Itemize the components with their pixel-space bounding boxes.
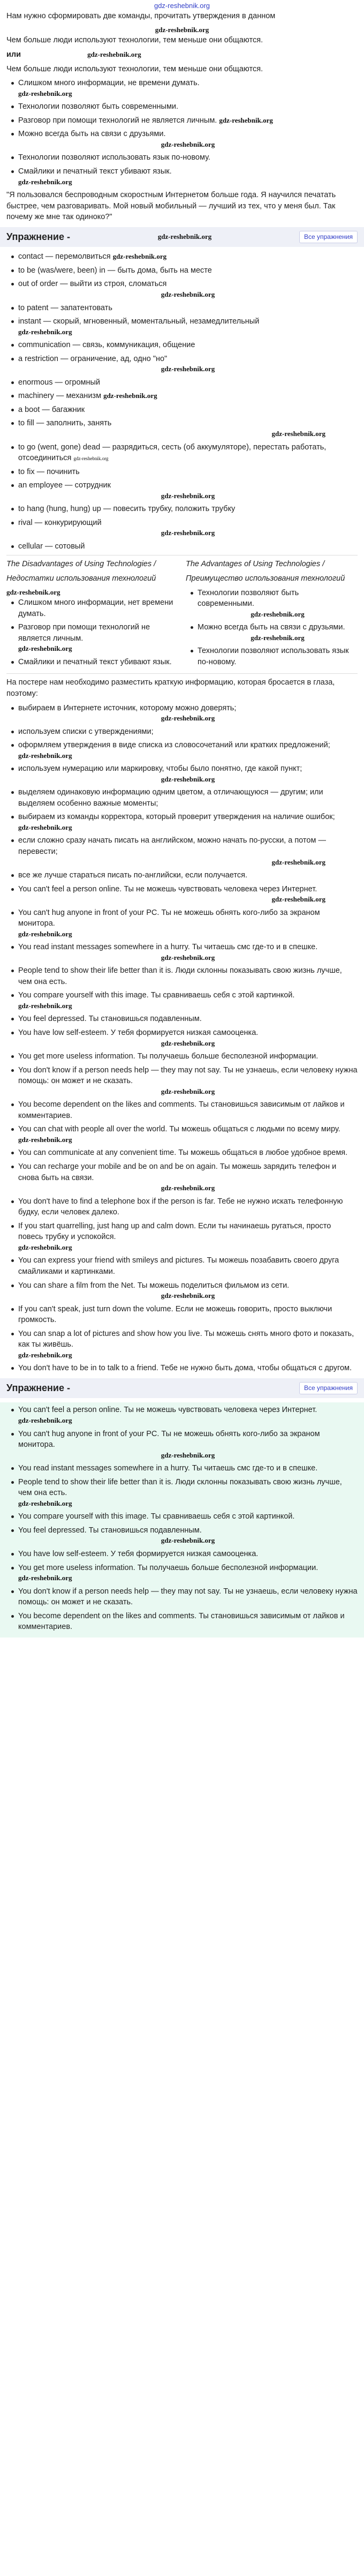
list-item: You don't know if a person needs help — they may not say. Ты не узнаешь, если человеку нужна помощь: он может и не сказать. xyxy=(18,1586,358,1608)
column-subtitle: Преимущество использования технологий xyxy=(186,574,345,583)
list-item: используем нумерацию или маркировку, чтобы было понятно, где какой пункт; gdz-reshebnik.org xyxy=(18,763,358,784)
list-item: an employee — сотрудник gdz-reshebnik.org xyxy=(18,480,358,501)
advantages-column xyxy=(186,559,358,670)
list-item: You can communicate at any convenient time. Ты можешь общаться в любое удобное время. xyxy=(18,1147,358,1159)
list-item: You become dependent on the likes and comments. Ты становишься зависимым от лайков и комментариев. xyxy=(18,1611,358,1633)
divider xyxy=(6,673,358,674)
list-item: You can share a film from the Net. Ты можешь поделиться фильмом из сети. gdz-reshebnik.org xyxy=(18,1280,358,1301)
column-subtitle: Недостатки использования технологий xyxy=(6,574,156,583)
list-item: You can chat with people all over the world. Ты можешь общаться с людьми по всему миру. gdz-reshebnik.org xyxy=(18,1124,358,1145)
middle-intro: На постере нам необходимо разместить краткую информацию, которая бросается в глаза, поэтому: xyxy=(6,678,335,698)
exercise-title: Упражнение - xyxy=(6,231,70,242)
list-item: You have low self-esteem. У тебя формируется низкая самооценка. xyxy=(18,1549,358,1560)
watermark: gdz-reshebnik.org xyxy=(155,26,209,34)
list-item: Можно всегда быть на связи с друзьями. gdz-reshebnik.org xyxy=(198,622,358,643)
list-item: enormous — огромный xyxy=(18,377,358,388)
list-item: все же лучше стараться писать по-английски, если получается. xyxy=(18,870,358,881)
bullets-2 xyxy=(6,703,358,881)
list-item: Технологии позволяют быть современными. xyxy=(18,101,358,112)
quote: "Я пользовался беспроводным скоростным Интернетом больше года. Я научился печатать быстрее, чем разговаривать. Мой новый мобильный — лучший из тех, что у меня был. Так почему же мне так одиноко?" xyxy=(6,191,336,222)
list-item: You don't know if a person needs help — they may not say. Ты не узнаешь, если человеку нужна помощь: он может и не сказать. gdz-reshebnik.org xyxy=(18,1065,358,1097)
column-title: The Advantages of Using Technologies / xyxy=(186,560,325,569)
list-item: You read instant messages somewhere in a hurry. Ты читаешь смс где-то и в спешке. xyxy=(18,1463,358,1474)
list-item: Слишком много информации, не времени думать. gdz-reshebnik.org xyxy=(18,78,358,99)
vocab-list xyxy=(6,251,358,552)
list-item: a restriction — ограничение, ад, одно "но" gdz-reshebnik.org xyxy=(18,354,358,374)
list-item: People tend to show their life better than it is. Люди склонны показывать свою жизнь лучше, чем она есть. xyxy=(18,965,358,987)
list-item: You feel depressed. Ты становишься подавленным. gdz-reshebnik.org xyxy=(18,1525,358,1546)
list-item: выделяем одинаковую информацию одним цветом, а отличающуюся — другим; или выделяем особенно важные моменты; xyxy=(18,787,358,809)
watermark: gdz-reshebnik.org xyxy=(6,588,60,596)
list-item: Технологии позволяют использовать язык по-новому. xyxy=(198,645,358,667)
list-item: to hang (hung, hung) up — повесить трубку, положить трубку xyxy=(18,504,358,515)
list-item: You get more useless information. Ты получаешь больше бесполезной информации. xyxy=(18,1051,358,1062)
list-item: You become dependent on the likes and comments. Ты становишься зависимым от лайков и комментариев. xyxy=(18,1099,358,1121)
list-item: Разговор при помощи технологий не является личным. gdz-reshebnik.org xyxy=(18,115,358,126)
list-item: to patent — запатентовать xyxy=(18,303,358,314)
list-item: You can snap a lot of pictures and show how you live. Ты можешь снять много фото и показать, как ты живёшь. gdz-reshebnik.org xyxy=(18,1328,358,1361)
list-item: You can't feel a person online. Ты не можешь чувствовать человека через Интернет. gdz-reshebnik.org xyxy=(18,1405,358,1425)
list-item: Технологии позволяют использовать язык по-новому. xyxy=(18,152,358,163)
exercise-answer xyxy=(0,1402,364,1637)
all-exercises-button[interactable]: Все упражнения xyxy=(299,1382,358,1394)
list-item: Можно всегда быть на связи с друзьями. gdz-reshebnik.org xyxy=(18,129,358,149)
exercise-title: Упражнение - xyxy=(6,1382,70,1393)
list-item: You compare yourself with this image. Ты сравниваешь себя с этой картинкой. gdz-reshebnik.org xyxy=(18,990,358,1011)
list-item: machinery — механизм gdz-reshebnik.org xyxy=(18,390,358,402)
list-item: You compare yourself with this image. Ты сравниваешь себя с этой картинкой. xyxy=(18,1511,358,1522)
intro-line: Нам нужно сформировать две команды, прочитать утверждения в данном xyxy=(6,12,276,21)
list-item: You don't have to be in to talk to a friend. Тебе не нужно быть дома, чтобы общаться с другом. xyxy=(18,1363,358,1374)
list-item: Смайлики и печатный текст убивают язык. gdz-reshebnik.org xyxy=(18,166,358,187)
list-item: Разговор при помощи технологий не является личным. gdz-reshebnik.org xyxy=(18,622,178,654)
list-item: You can express your friend with smileys and pictures. Ты можешь позабавить своего друга смайликами и картинками. xyxy=(18,1255,358,1277)
list-item: You get more useless information. Ты получаешь больше бесполезной информации. gdz-reshebnik.org xyxy=(18,1563,358,1583)
list-item: You can't hug anyone in front of your PC. Ты не можешь обнять кого-либо за экраном монитора. gdz-reshebnik.org xyxy=(18,1429,358,1461)
list-item: Смайлики и печатный текст убивают язык. xyxy=(18,657,178,668)
list-item: You can't hug anyone in front of your PC. Ты не можешь обнять кого-либо за экраном монитора. gdz-reshebnik.org xyxy=(18,907,358,940)
site-title[interactable]: gdz-reshebnik.org xyxy=(154,2,210,10)
list-item: используем списки с утверждениями; xyxy=(18,726,358,738)
intro-line: Чем больше люди используют технологии, тем меньше они общаются. xyxy=(6,36,263,45)
column-title: The Disadvantages of Using Technologies / xyxy=(6,560,156,569)
list-item: to fix — починить xyxy=(18,467,358,478)
list-item: You have low self-esteem. У тебя формируется низкая самооценка. gdz-reshebnik.org xyxy=(18,1027,358,1048)
list-item: You can't feel a person online. Ты не можешь чувствовать человека через Интернет. gdz-reshebnik.org xyxy=(18,884,358,905)
list-item: to fill — заполнить, занять gdz-reshebnik.org xyxy=(18,418,358,439)
exercise-header xyxy=(0,1378,364,1399)
list-item: You read instant messages somewhere in a hurry. Ты читаешь смс где-то и в спешке. gdz-reshebnik.org xyxy=(18,942,358,963)
list-item: out of order — выйти из строя, сломаться gdz-reshebnik.org xyxy=(18,279,358,299)
list-item: to be (was/were, been) in — быть дома, быть на месте xyxy=(18,265,358,276)
list-item: People tend to show their life better than it is. Люди склонны показывать свою жизнь лучше, чем она есть. gdz-reshebnik.org xyxy=(18,1477,358,1509)
list-item: If you can't speak, just turn down the volume. Если не можешь говорить, просто выключи громкость. xyxy=(18,1304,358,1326)
sentences-list xyxy=(6,884,358,1374)
list-item: a boot — багажник xyxy=(18,404,358,416)
list-item: You can recharge your mobile and be on and be on again. Ты можешь зарядить телефон и снова быть на связи. gdz-reshebnik.org xyxy=(18,1161,358,1193)
intro-line: или gdz-reshebnik.org xyxy=(6,50,141,59)
list-item: If you start quarrelling, just hang up and calm down. Если ты начинаешь ругаться, просто повесь трубку и успокойся. gdz-reshebnik.org xyxy=(18,1221,358,1253)
all-exercises-button[interactable]: Все упражнения xyxy=(299,231,358,243)
list-item: to go (went, gone) dead — разрядиться, сесть (об аккумуляторе), перестать работать, отсоединиться gdz-reshebnik.org xyxy=(18,442,358,464)
list-item: cellular — сотовый xyxy=(18,541,358,552)
list-item: выбираем в Интернете источник, которому можно доверять; gdz-reshebnik.org xyxy=(18,703,358,724)
bullets-1 xyxy=(6,78,358,187)
list-item: Технологии позволяют быть современными. gdz-reshebnik.org xyxy=(198,588,358,620)
list-item: You don't have to find a telephone box if the person is far. Тебе не нужно искать телефонную будку, если человек далеко. xyxy=(18,1196,358,1218)
list-item: оформляем утверждения в виде списка из словосочетаний или кратких предложений; gdz-reshebnik.org xyxy=(18,740,358,761)
list-item: contact — перемолвиться gdz-reshebnik.org xyxy=(18,251,358,262)
list-item: rival — конкурирующий gdz-reshebnik.org xyxy=(18,517,358,538)
comparison-table xyxy=(6,559,358,670)
list-item: instant — скорый, мгновенный, моментальный, незамедлительный gdz-reshebnik.org xyxy=(18,316,358,337)
list-item: communication — связь, коммуникация, общение xyxy=(18,340,358,351)
disadvantages-column xyxy=(6,559,178,670)
list-item: если сложно сразу начать писать на английском, можно начать по-русски, а потом — перевести; gdz-reshebnik.org xyxy=(18,835,358,867)
list-item: You feel depressed. Ты становишься подавленным. xyxy=(18,1013,358,1025)
list-item: выбираем из команды корректора, который проверит утверждения на наличие ошибок; gdz-reshebnik.org xyxy=(18,812,358,832)
intro-line: Чем больше люди используют технологии, тем меньше они общаются. xyxy=(6,64,263,73)
watermark: gdz-reshebnik.org xyxy=(157,232,212,241)
exercise-header xyxy=(0,227,364,247)
list-item: Слишком много информации, нет времени думать. xyxy=(18,597,178,619)
